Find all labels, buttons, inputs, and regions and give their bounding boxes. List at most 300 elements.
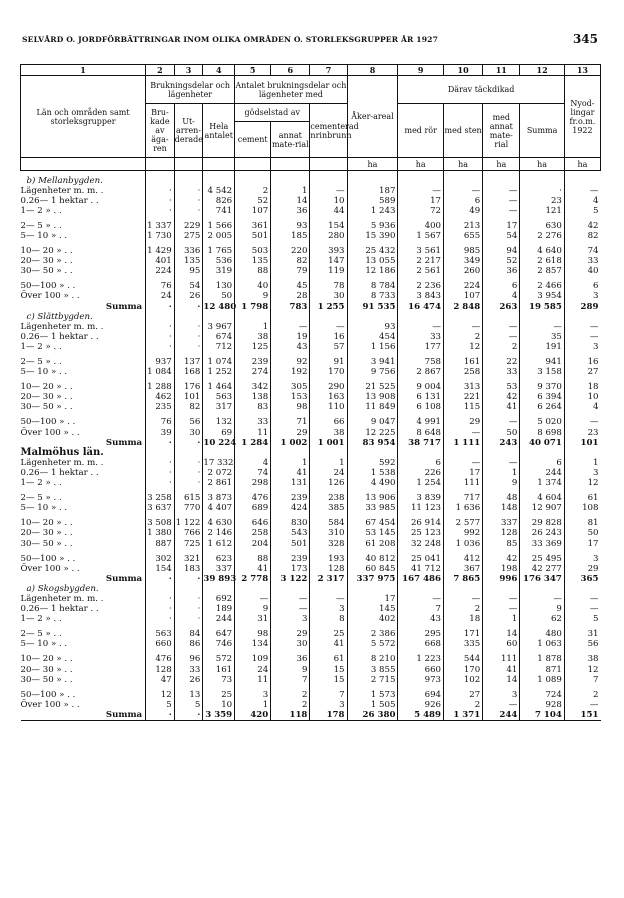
header-med-annat: med annat mate-rial (483, 104, 520, 158)
table-cell: 69 (203, 428, 235, 438)
table-cell: 31 (235, 614, 271, 624)
table-cell: 1 (483, 468, 520, 478)
table-row (21, 342, 601, 352)
table-cell: 289 (564, 302, 600, 312)
table-cell: 9 (235, 604, 271, 614)
row-label: 50—100 » . . (20, 553, 76, 564)
table-cell: 572 (203, 654, 235, 664)
table-cell: 18 (444, 614, 483, 624)
table-cell: 1 002 (271, 438, 310, 448)
table-cell: 86 (174, 639, 203, 649)
table-cell: 1 255 (310, 302, 347, 312)
table-cell: 107 (235, 206, 271, 216)
table-cell: 615 (174, 493, 203, 503)
table-cell: 17 (347, 594, 398, 604)
row-label: 1— 2 » . . (20, 614, 62, 625)
col-number: 7 (310, 65, 347, 76)
table-cell: 6 (444, 196, 483, 206)
row-label: 20— 30 » . . (20, 664, 73, 675)
table-header (21, 65, 601, 171)
table-cell: 191 (520, 342, 565, 352)
table-cell: 3 637 (146, 503, 175, 513)
table-row (21, 604, 601, 614)
table-row (21, 594, 601, 604)
table-cell: — (310, 322, 347, 332)
table-row (21, 503, 601, 513)
table-cell: 121 (520, 206, 565, 216)
table-cell: 647 (203, 629, 235, 639)
table-cell: 337 975 (347, 574, 398, 584)
table-cell: — (483, 322, 520, 332)
table-row (21, 518, 601, 528)
table-cell: 10 (203, 700, 235, 710)
table-cell: 185 (271, 231, 310, 241)
table-cell: 280 (310, 231, 347, 241)
table-cell: — (398, 322, 444, 332)
table-cell: 3 (310, 604, 347, 614)
table-cell: 401 (146, 256, 175, 266)
table-cell: 38 (310, 428, 347, 438)
table-cell: 25 (203, 690, 235, 700)
table-cell: 746 (203, 639, 235, 649)
table-cell: 1 036 (444, 539, 483, 549)
table-cell: 298 (235, 478, 271, 488)
table-row (21, 281, 601, 291)
table-row (21, 528, 601, 538)
table-cell: 10 (564, 392, 600, 402)
table-cell (203, 448, 235, 458)
table-cell: 14 (271, 196, 310, 206)
table-cell: 76 (146, 417, 175, 427)
row-label: Lägenheter m. m. . (20, 457, 104, 468)
table-cell: 717 (444, 493, 483, 503)
table-row (21, 554, 601, 564)
table-cell: 94 (483, 246, 520, 256)
table-cell: 2 (444, 604, 483, 614)
table-cell: 128 (146, 665, 175, 675)
col-number: 5 (235, 65, 271, 76)
table-row (21, 322, 601, 332)
table-cell: 98 (235, 629, 271, 639)
table-cell (347, 312, 398, 322)
table-cell: 81 (564, 518, 600, 528)
table-cell: · (174, 594, 203, 604)
table-cell: 871 (520, 665, 565, 675)
table-cell: 17 332 (203, 457, 234, 468)
page-header (22, 32, 598, 48)
table-cell (483, 448, 520, 458)
table-cell: 8 698 (520, 428, 565, 438)
table-cell: 3 839 (398, 493, 444, 503)
table-cell: 302 (146, 554, 175, 564)
table-cell: 213 (444, 221, 483, 231)
row-label: 30— 50 » . . (20, 266, 73, 277)
table-cell: 10 224 (203, 437, 237, 448)
table-cell: 72 (398, 206, 444, 216)
table-cell: 3 122 (271, 574, 310, 584)
table-cell: 41 (483, 402, 520, 412)
table-cell: 52 (235, 196, 271, 206)
table-cell (235, 312, 271, 322)
table-cell: 41 (483, 665, 520, 675)
table-cell: 29 (444, 417, 483, 427)
table-cell: · (174, 604, 203, 614)
table-cell: 9 (520, 604, 565, 614)
table-cell: 592 (347, 458, 398, 468)
table-cell: 61 (564, 493, 600, 503)
table-cell: 4 490 (347, 478, 398, 488)
table-cell: 1 252 (203, 367, 235, 377)
table-cell: 33 (564, 256, 600, 266)
row-label: Summa (21, 710, 146, 721)
row-label: 50—100 » . . (20, 281, 76, 292)
table-cell: 36 (271, 654, 310, 664)
table-cell: 71 (271, 417, 310, 427)
table-cell: 3 (310, 700, 347, 710)
page-title: SELVÅRD O. JORDFÖRBÄTTRINGAR INOM OLIKA OMRÅDEN O. STORLEKSGRUPPER ÅR 1927 (22, 35, 439, 44)
table-row (21, 675, 601, 685)
row-label: 10— 20 » . . (20, 246, 73, 257)
table-cell: 724 (520, 690, 565, 700)
table-cell: 2 867 (398, 367, 444, 377)
row-label: a) Skogsbygden. (26, 583, 99, 594)
table-cell: 2 (444, 700, 483, 710)
table-cell: 689 (235, 503, 271, 513)
table-row (21, 458, 601, 468)
table-cell: 337 (203, 564, 235, 574)
table-cell: 5 572 (347, 639, 398, 649)
table-cell: 239 (271, 493, 310, 503)
table-cell (146, 448, 175, 458)
table-cell: 48 (483, 493, 520, 503)
table-cell: · (146, 594, 175, 604)
table-row (21, 382, 601, 392)
summa-row (21, 710, 601, 721)
table-cell: 1 (564, 458, 600, 468)
table-cell: — (271, 604, 310, 614)
table-cell: 50 (483, 428, 520, 438)
table-cell: 328 (310, 539, 347, 549)
table-cell: 88 (235, 266, 271, 276)
section-heading-row (21, 448, 601, 458)
table-cell (398, 312, 444, 322)
table-cell: 3 (564, 468, 600, 478)
table-cell (564, 312, 600, 322)
row-label: Summa (105, 437, 143, 448)
table-cell: 154 (310, 221, 347, 231)
table-cell: 826 (203, 196, 235, 206)
table-cell: 4 (564, 402, 600, 412)
table-cell: 2 618 (520, 256, 565, 266)
table-cell: 3 (564, 554, 600, 564)
table-cell: — (444, 458, 483, 468)
table-row (21, 357, 601, 367)
unit-ha: ha (483, 158, 520, 171)
table-cell (146, 176, 175, 186)
table-cell: 29 (271, 428, 310, 438)
table-cell: 1 001 (310, 438, 347, 448)
table-cell: · (146, 322, 175, 332)
table-cell: 229 (174, 221, 203, 231)
table-cell: 5 (564, 614, 600, 624)
header-med-sten: med sten (444, 104, 483, 158)
row-label: Över 100 » . . (20, 427, 80, 438)
table-cell: 171 (444, 629, 483, 639)
table-cell: 193 (310, 554, 347, 564)
table-cell: 3 508 (146, 518, 175, 528)
table-cell: 108 (564, 503, 600, 513)
table-cell (483, 584, 520, 594)
table-row (21, 493, 601, 503)
table-cell (174, 312, 203, 322)
table-cell: 830 (271, 518, 310, 528)
table-cell: 110 (310, 402, 347, 412)
table-cell (174, 448, 203, 458)
table-cell: 17 (483, 221, 520, 231)
header-akerareal: Åker-areal (347, 76, 398, 158)
table-cell: 243 (483, 438, 520, 448)
table-cell: 3 873 (203, 493, 235, 503)
header-annat-material: annat mate-rial (271, 122, 310, 158)
table-cell: 668 (398, 639, 444, 649)
table-cell: — (564, 332, 600, 342)
table-cell: 73 (203, 675, 235, 685)
table-cell: 1 566 (203, 221, 235, 231)
table-cell: · (174, 468, 203, 478)
table-cell: · (174, 302, 203, 312)
table-cell: 41 (235, 564, 271, 574)
table-cell: · (174, 614, 203, 624)
table-cell: 420 (235, 710, 271, 721)
table-cell: 5 936 (347, 221, 398, 231)
table-cell: 221 (444, 392, 483, 402)
table-cell: 3 967 (203, 322, 235, 332)
table-cell: 2 317 (310, 574, 347, 584)
table-cell: 14 (483, 675, 520, 685)
table-cell: 10 (310, 196, 347, 206)
table-cell: 2 466 (520, 281, 565, 291)
table-cell: 43 (398, 614, 444, 624)
table-cell: — (235, 594, 271, 604)
row-label: 30— 50 » . . (20, 674, 73, 685)
table-cell: 7 (564, 675, 600, 685)
table-cell: 9 004 (398, 382, 444, 392)
table-cell: 6 (483, 281, 520, 291)
table-cell: 98 (271, 402, 310, 412)
table-cell: 43 (271, 342, 310, 352)
table-cell: 926 (398, 700, 444, 710)
table-cell: 23 (564, 428, 600, 438)
table-cell: 1 730 (146, 231, 175, 241)
table-cell: 3 (271, 614, 310, 624)
unit-ha: ha (398, 158, 444, 171)
row-label: 5— 10 » . . (20, 503, 68, 514)
table-cell: 1 (271, 458, 310, 468)
table-cell (203, 584, 235, 594)
table-cell: 5 (174, 700, 203, 710)
col-number: 9 (398, 65, 444, 76)
table-cell: · (146, 332, 175, 342)
table-cell: 342 (235, 382, 271, 392)
table-cell (271, 176, 310, 186)
table-cell: 544 (444, 654, 483, 664)
table-cell: 135 (235, 256, 271, 266)
table-cell: 35 (520, 332, 565, 342)
table-cell: 83 954 (347, 438, 398, 448)
row-label: 0.26— 1 hektar . . (20, 467, 99, 478)
table-cell: 2 (271, 700, 310, 710)
table-cell: · (146, 302, 175, 312)
table-cell: 28 (271, 291, 310, 301)
table-cell: 26 243 (520, 528, 565, 538)
table-cell: 584 (310, 518, 347, 528)
table-cell: 18 (564, 382, 600, 392)
table-cell: 7 (310, 690, 347, 700)
row-label: 5— 10 » . . (20, 230, 68, 241)
unit-ha: ha (347, 158, 398, 171)
table-cell: 92 (271, 357, 310, 367)
table-cell: 41 (271, 468, 310, 478)
col-number: 1 (21, 65, 146, 76)
table-cell: · (174, 186, 203, 196)
table-cell (483, 176, 520, 186)
header-nyodlingar: Nyod-lingar fr.o.m. 1922 (564, 76, 600, 158)
table-cell: — (310, 594, 347, 604)
table-cell (398, 448, 444, 458)
table-cell: · (174, 478, 203, 488)
header-darav-tackdikad: Därav täckdikad (398, 76, 564, 104)
table-cell: 128 (310, 564, 347, 574)
table-cell: 3 258 (146, 493, 175, 503)
table-cell: — (564, 604, 600, 614)
table-cell: 50 (564, 528, 600, 538)
table-cell: 49 (444, 206, 483, 216)
table-cell: 76 (146, 281, 175, 291)
table-cell: 33 (235, 417, 271, 427)
table-cell: 12 907 (520, 503, 565, 513)
table-cell: 134 (235, 639, 271, 649)
table-cell: 61 208 (347, 539, 398, 549)
table-cell: — (483, 458, 520, 468)
table-cell: 33 (398, 332, 444, 342)
table-cell: — (483, 196, 520, 206)
table-cell: 783 (271, 302, 310, 312)
table-cell: 128 (483, 528, 520, 538)
table-cell (271, 448, 310, 458)
table-cell: 476 (146, 654, 175, 664)
table-cell: 8 (310, 614, 347, 624)
table-cell (444, 176, 483, 186)
table-cell: 12 (146, 690, 175, 700)
table-row (21, 665, 601, 675)
table-cell: 992 (444, 528, 483, 538)
row-label: 0.26— 1 hektar . . (20, 604, 99, 615)
table-cell: 1 063 (520, 639, 565, 649)
table-cell: 655 (444, 231, 483, 241)
table-cell: 50 (203, 291, 235, 301)
table-cell: 244 (520, 468, 565, 478)
table-cell: 336 (174, 246, 203, 256)
table-cell: 305 (271, 382, 310, 392)
row-label: c) Slättbygden. (26, 311, 93, 322)
table-cell: 1 254 (398, 478, 444, 488)
row-label: 0.26— 1 hektar . . (20, 195, 99, 206)
table-cell: 9 (235, 291, 271, 301)
table-cell: — (310, 186, 347, 196)
table-cell (444, 448, 483, 458)
col-number: 4 (203, 65, 235, 76)
table-row (21, 266, 601, 276)
table-cell: 54 (174, 281, 203, 291)
table-cell: 1 288 (146, 382, 175, 392)
table-cell: · (146, 614, 175, 624)
table-cell: 198 (483, 564, 520, 574)
table-cell: 30 (174, 428, 203, 438)
header-godselstad: gödselstad av (235, 104, 310, 122)
table-cell: 393 (310, 246, 347, 256)
table-cell: 135 (174, 256, 203, 266)
table-cell: 3 855 (347, 665, 398, 675)
table-cell: 82 (271, 256, 310, 266)
table-cell (203, 176, 235, 186)
table-row (21, 564, 601, 574)
table-cell: 13 906 (347, 493, 398, 503)
row-label: Summa (105, 301, 143, 312)
table-cell: 38 717 (398, 438, 444, 448)
table-cell: 6 (520, 458, 565, 468)
table-cell: 501 (271, 539, 310, 549)
table-cell: 480 (520, 629, 565, 639)
table-cell: 15 (310, 665, 347, 675)
table-cell: 1 284 (235, 438, 271, 448)
table-cell: 173 (271, 564, 310, 574)
table-cell: 402 (347, 614, 398, 624)
row-label: 5— 10 » . . (20, 639, 68, 650)
table-cell: 41 712 (398, 564, 444, 574)
table-cell: 74 (235, 468, 271, 478)
table-cell: — (564, 186, 600, 196)
table-cell: · (174, 322, 203, 332)
table-cell: 4 (483, 291, 520, 301)
table-cell: 27 (444, 690, 483, 700)
header-brukningsdelar: Brukningsdelar och lägenheter (146, 76, 235, 104)
table-cell: 4 407 (203, 503, 235, 513)
unit-ha: ha (520, 158, 565, 171)
table-cell: 2 (483, 342, 520, 352)
table-cell: 26 914 (398, 518, 444, 528)
table-cell (146, 312, 175, 322)
table-cell: 2 561 (398, 266, 444, 276)
table-cell: — (564, 322, 600, 332)
table-cell: 2 005 (203, 231, 235, 241)
table-cell: 630 (520, 221, 565, 231)
table-cell: 1 505 (347, 700, 398, 710)
table-cell: 1 573 (347, 690, 398, 700)
table-cell: 321 (174, 554, 203, 564)
table-cell: 9 (483, 478, 520, 488)
table-cell: 1 567 (398, 231, 444, 241)
table-row (21, 231, 601, 241)
table-cell: 53 145 (347, 528, 398, 538)
table-cell: · (146, 196, 175, 206)
table-cell: 3 (235, 690, 271, 700)
table-cell: 178 (310, 710, 347, 721)
table-cell: 13 908 (347, 392, 398, 402)
table-cell: — (520, 322, 565, 332)
unit-ha: ha (444, 158, 483, 171)
table-cell (444, 584, 483, 594)
table-cell: 3 843 (398, 291, 444, 301)
